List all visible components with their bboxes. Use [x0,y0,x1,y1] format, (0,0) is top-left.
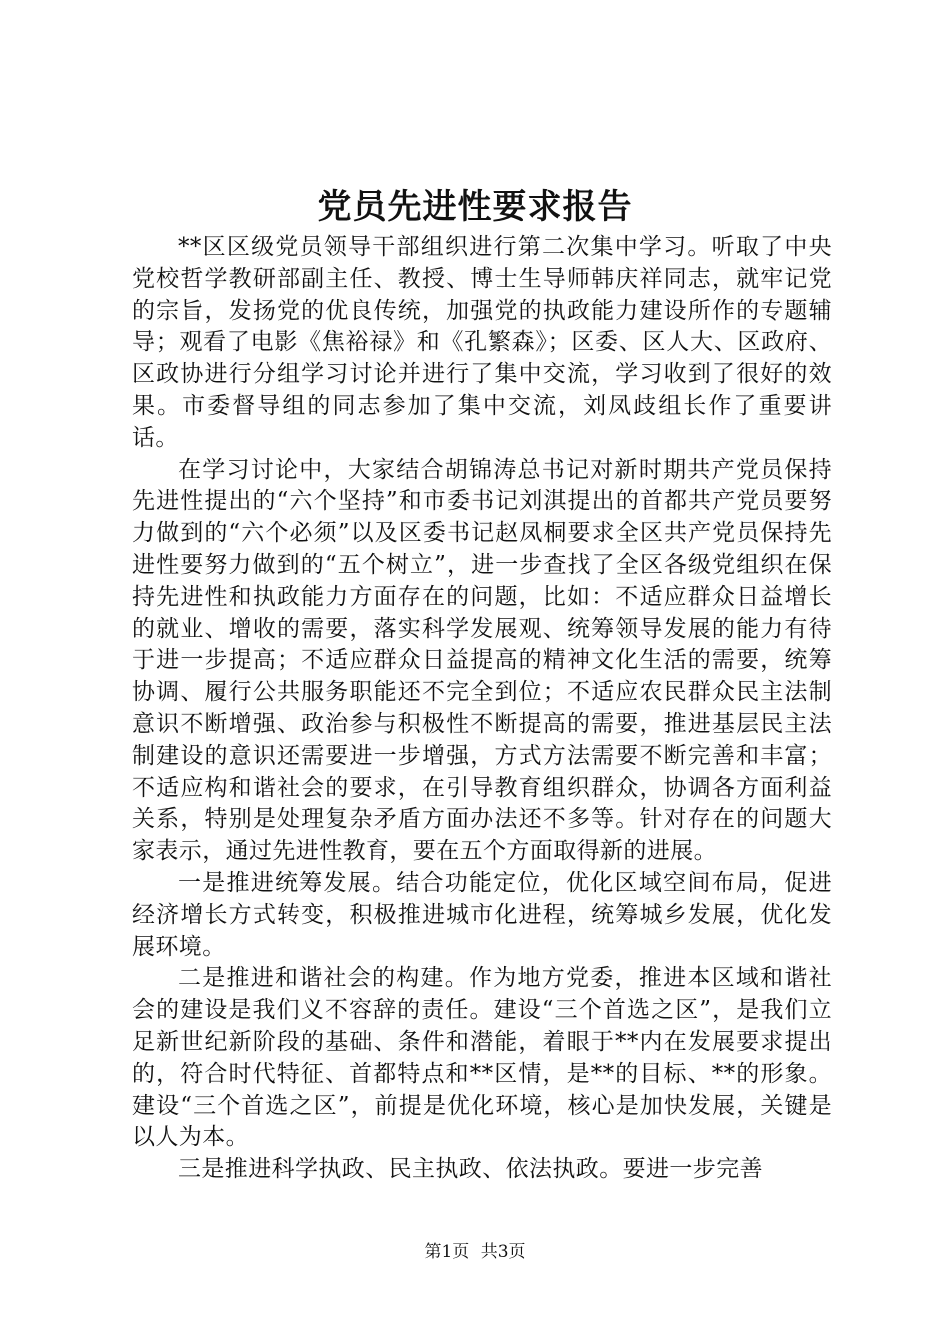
paragraph-1: **区区级党员领导干部组织进行第二次集中学习。听取了中央党校哲学教研部副主任、教授、博士生导师韩庆祥同志，就牢记党的宗旨，发扬党的优良传统，加强党的执政能力建设所作的专题辅导；观看了电影《焦裕禄》和《孔繁森》；区委、区人大、区政府、区政协进行分组学习讨论并进行了集中交流，学习收到了很好的效果。市委督导组的同志参加了集中交流，刘凤歧组长作了重要讲话。 [132,234,832,451]
page-number-total: 共3页 [480,1242,526,1262]
document-body [132,232,832,1186]
page-footer [0,1240,950,1264]
paragraph-3: 一是推进统筹发展。结合功能定位，优化区域空间布局，促进经济增长方式转变，积极推进城市化进程，统筹城乡发展，优化发展环境。 [132,869,832,960]
paragraph-4: 二是推进和谐社会的构建。作为地方党委，推进本区域和谐社会的建设是我们义不容辞的责任。建设“三个首选之区”，是我们立足新世纪新阶段的基础、条件和潜能，着眼于**内在发展要求提出的，符合时代特征、首都特点和**区情，是**的目标、**的形象。建设“三个首选之区”，前提是优化环境，核心是加快发展，关键是以人为本。 [132,965,832,1151]
paragraph-2: 在学习讨论中，大家结合胡锦涛总书记对新时期共产党员保持先进性提出的“六个坚持”和市委书记刘淇提出的首都共产党员要努力做到的“六个必须”以及区委书记赵凤桐要求全区共产党员保持先进性要努力做到的“五个树立”，进一步查找了全区各级党组织在保持先进性和执政能力方面存在的问题，比如：不适应群众日益增长的就业、增收的需要，落实科学发展观、统筹领导发展的能力有待于进一步提高；不适应群众日益提高的精神文化生活的需要，统筹协调、履行公共服务职能还不完全到位；不适应农民群众民主法制意识不断增强、政治参与积极性不断提高的需要，推进基层民主法制建设的意识还需要进一步增强，方式方法需要不断完善和丰富；不适应构和谐社会的要求，在引导教育组织群众，协调各方面利益关系，特别是处理复杂矛盾方面办法还不多等。针对存在的问题大家表示，通过先进性教育，要在五个方面取得新的进展。 [132,456,832,865]
page-number-current: 第1页 [424,1242,470,1262]
paragraph-5: 三是推进科学执政、民主执政、依法执政。要进一步完善 [178,1156,763,1183]
document-title: 党员先进性要求报告 [317,187,633,227]
